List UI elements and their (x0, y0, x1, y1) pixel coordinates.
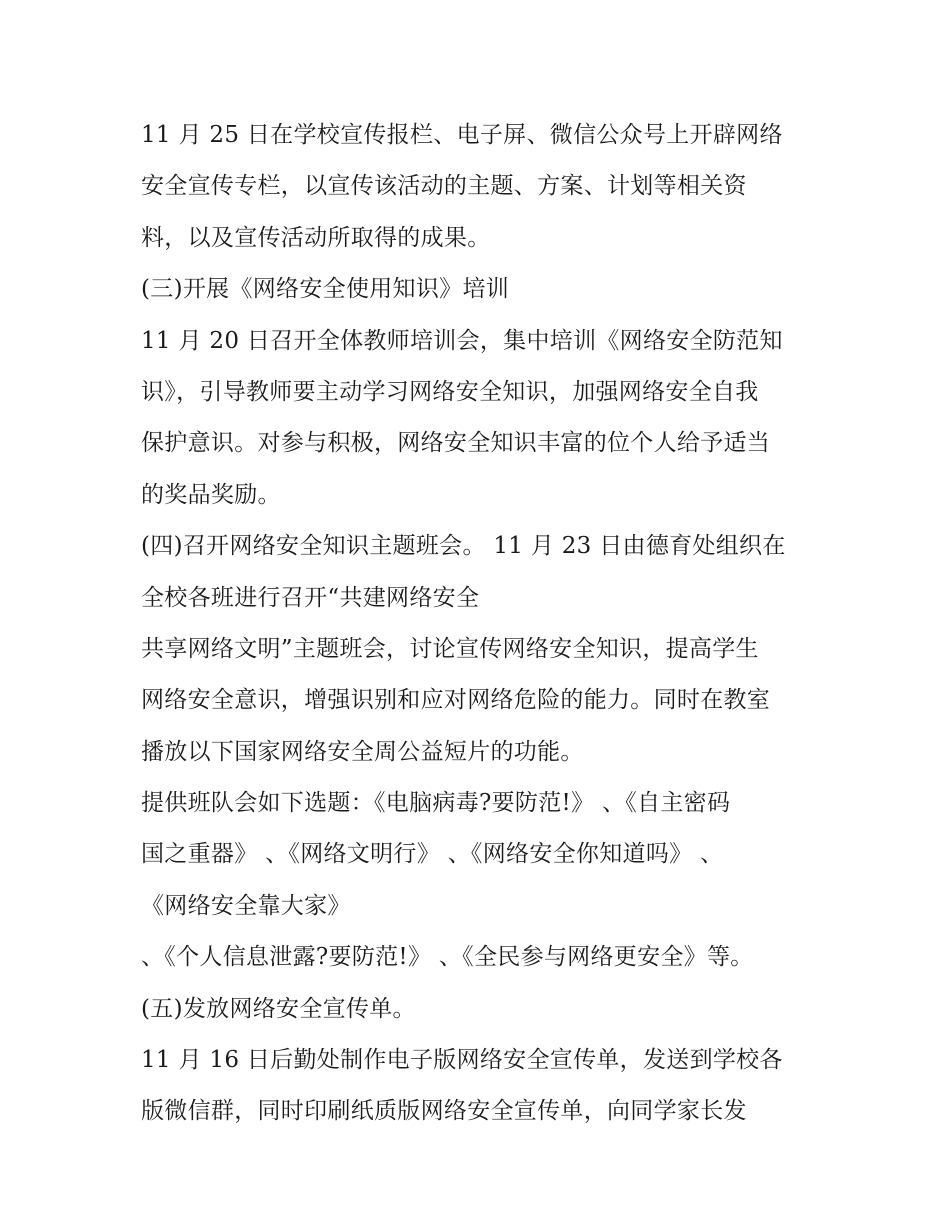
text-line: 料，以及宣传活动所取得的成果。 (141, 224, 491, 251)
text-line: 识》，引导教师要主动学习网络安全知识，加强网络安全自我 (141, 378, 759, 405)
text-line: 共享网络文明”主题班会，讨论宣传网络安全知识，提高学生 (141, 635, 759, 662)
text-line: 的奖品奖励。 (141, 481, 281, 508)
text-line: 版微信群，同时印刷纸质版网络安全宣传单，向同学家长发 (141, 1098, 747, 1125)
text-line: 播放以下国家网络安全周公益短片的功能。 (141, 738, 584, 765)
section-heading: (五)发放网络安全宣传单。 (141, 995, 416, 1022)
text-line: 安全宣传专栏，以宣传该活动的主题、方案、计划等相关资 (141, 173, 747, 200)
text-line: 提供班队会如下选题：《电脑病毒?要防范!》 、《自主密码 (141, 790, 731, 817)
text-line: 国之重器》 、《网络文明行》 、《网络安全你知道吗》 、 (141, 841, 724, 868)
section-heading: (四)召开网络安全知识主题班会。 11 月 23 日由德育处组织在 (141, 533, 786, 560)
text-line: 网络安全意识，增强识别和应对网络危险的能力。同时在教室 (141, 687, 771, 714)
document-body (141, 110, 841, 1138)
text-line: 、《个人信息泄露?要防范!》 、《全民参与网络更安全》等。 (141, 944, 754, 971)
text-line: 保护意识。对参与积极，网络安全知识丰富的位个人给予适当 (141, 430, 771, 457)
text-line: 《网络安全靠大家》 (141, 892, 351, 919)
text-line: 11 月 25 日在学校宣传报栏、电子屏、微信公众号上开辟网络 (141, 122, 783, 148)
text-line: 11 月 16 日后勤处制作电子版网络安全宣传单，发送到学校各 (141, 1047, 783, 1074)
section-heading: (三)开展《网络安全使用知识》培训 (141, 276, 510, 303)
text-line: 全校各班进行召开“共建网络安全 (141, 584, 480, 611)
text-line: 11 月 20 日召开全体教师培训会，集中培训《网络安全防范知 (141, 327, 783, 354)
